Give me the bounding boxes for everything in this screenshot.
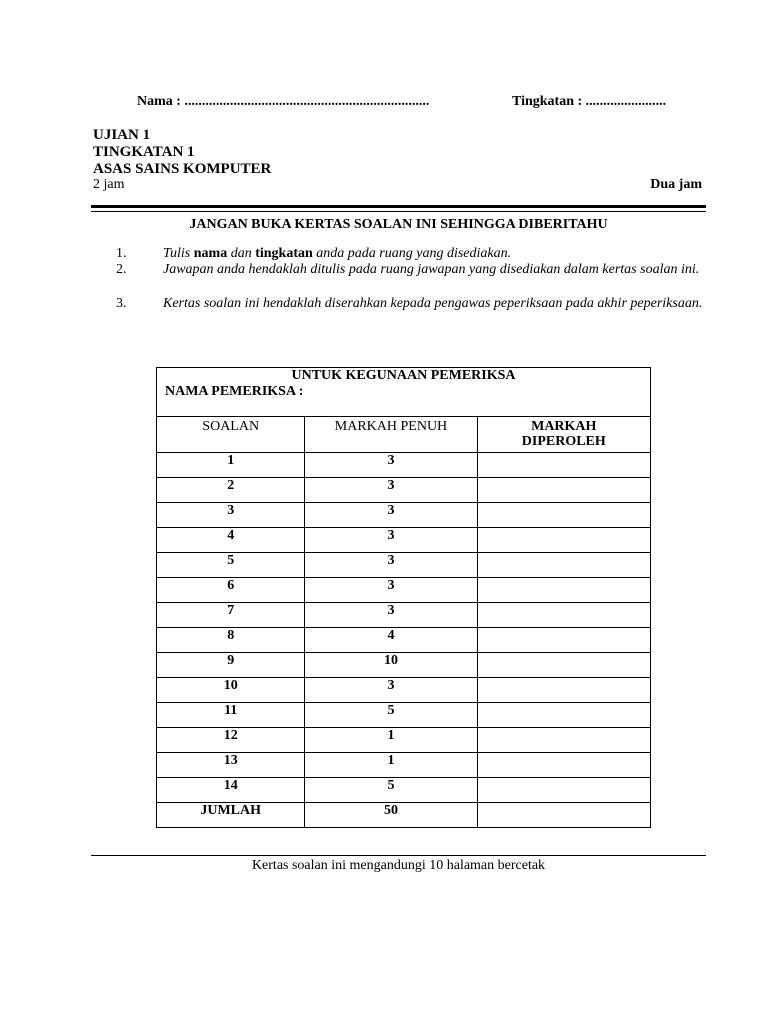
question-number: 7	[157, 603, 305, 628]
full-marks: 3	[305, 478, 477, 503]
examiner-marks-table	[156, 367, 651, 828]
obtained-marks-cell[interactable]	[477, 578, 650, 603]
obtained-marks-cell[interactable]	[477, 503, 650, 528]
table-row	[157, 628, 651, 653]
question-number: 12	[157, 728, 305, 753]
instruction-number: 1.	[116, 246, 127, 261]
table-row	[157, 453, 651, 478]
exam-info	[93, 127, 271, 178]
table-row	[157, 603, 651, 628]
instruction-number: 2.	[116, 262, 127, 277]
question-number: 6	[157, 578, 305, 603]
question-number: 9	[157, 653, 305, 678]
name-field-line: Nama : ......................................................................	[137, 94, 430, 109]
question-number: 14	[157, 778, 305, 803]
table-row	[157, 503, 651, 528]
table-total-row	[157, 803, 651, 828]
table-title: UNTUK KEGUNAAN PEMERIKSA	[157, 368, 651, 385]
divider-thin	[91, 211, 706, 212]
question-number: 3	[157, 503, 305, 528]
full-marks: 10	[305, 653, 477, 678]
question-number: 2	[157, 478, 305, 503]
full-marks: 5	[305, 703, 477, 728]
obtained-marks-cell[interactable]	[477, 703, 650, 728]
table-row	[157, 678, 651, 703]
full-marks: 3	[305, 603, 477, 628]
full-marks: 3	[305, 528, 477, 553]
table-row	[157, 578, 651, 603]
tingkatan-field-line: Tingkatan : .......................	[512, 94, 667, 109]
table-row	[157, 778, 651, 803]
question-number: 10	[157, 678, 305, 703]
obtained-marks-cell[interactable]	[477, 678, 650, 703]
full-marks: 3	[305, 453, 477, 478]
obtained-marks-cell[interactable]	[477, 653, 650, 678]
full-marks: 3	[305, 503, 477, 528]
obtained-marks-cell[interactable]	[477, 603, 650, 628]
table-row	[157, 753, 651, 778]
duration-long: Dua jam	[650, 177, 702, 192]
obtained-marks-cell[interactable]	[477, 478, 650, 503]
question-number: 5	[157, 553, 305, 578]
total-obtained-cell[interactable]	[477, 803, 650, 828]
obtained-marks-cell[interactable]	[477, 778, 650, 803]
footer-note: Kertas soalan ini mengandungi 10 halaman bercetak	[251, 858, 546, 873]
full-marks: 1	[305, 753, 477, 778]
full-marks: 3	[305, 553, 477, 578]
question-number: 13	[157, 753, 305, 778]
exam-subject: ASAS SAINS KOMPUTER	[93, 161, 272, 177]
full-marks: 3	[305, 678, 477, 703]
table-row	[157, 703, 651, 728]
table-row	[157, 728, 651, 753]
full-marks: 4	[305, 628, 477, 653]
column-header-markah-penuh: MARKAH PENUH	[305, 417, 477, 453]
table-row	[157, 528, 651, 553]
obtained-marks-cell[interactable]	[477, 528, 650, 553]
obtained-marks-cell[interactable]	[477, 628, 650, 653]
duration-short: 2 jam	[93, 177, 125, 192]
table-row	[157, 478, 651, 503]
table-row	[157, 653, 651, 678]
full-marks: 5	[305, 778, 477, 803]
instruction-text: Kertas soalan ini hendaklah diserahkan kepada pengawas peperiksaan pada akhir peperiksaan.	[163, 296, 703, 311]
exam-form: TINGKATAN 1	[93, 144, 195, 160]
total-value: 50	[305, 803, 477, 828]
total-label: JUMLAH	[157, 803, 305, 828]
column-header-markah-diperoleh: MARKAH DIPEROLEH	[477, 417, 650, 453]
warning-heading: JANGAN BUKA KERTAS SOALAN INI SEHINGGA DIBERITAHU	[189, 217, 608, 232]
question-number: 8	[157, 628, 305, 653]
examiner-name-label: NAMA PEMERIKSA :	[157, 384, 651, 417]
full-marks: 3	[305, 578, 477, 603]
table-header-row	[157, 417, 651, 453]
obtained-marks-cell[interactable]	[477, 553, 650, 578]
question-number: 11	[157, 703, 305, 728]
divider-thick	[91, 205, 706, 208]
column-header-soalan: SOALAN	[157, 417, 305, 453]
instruction-text: Jawapan anda hendaklah ditulis pada ruang jawapan yang disediakan dalam kertas soalan ini.	[163, 262, 700, 277]
exam-title: UJIAN 1	[93, 127, 151, 143]
instruction-text: Tulis nama dan tingkatan anda pada ruang yang disediakan.	[163, 246, 512, 261]
instruction-number: 3.	[116, 296, 127, 311]
obtained-marks-cell[interactable]	[477, 453, 650, 478]
table-row	[157, 553, 651, 578]
obtained-marks-cell[interactable]	[477, 728, 650, 753]
question-number: 1	[157, 453, 305, 478]
question-number: 4	[157, 528, 305, 553]
footer-divider	[91, 855, 706, 856]
full-marks: 1	[305, 728, 477, 753]
obtained-marks-cell[interactable]	[477, 753, 650, 778]
